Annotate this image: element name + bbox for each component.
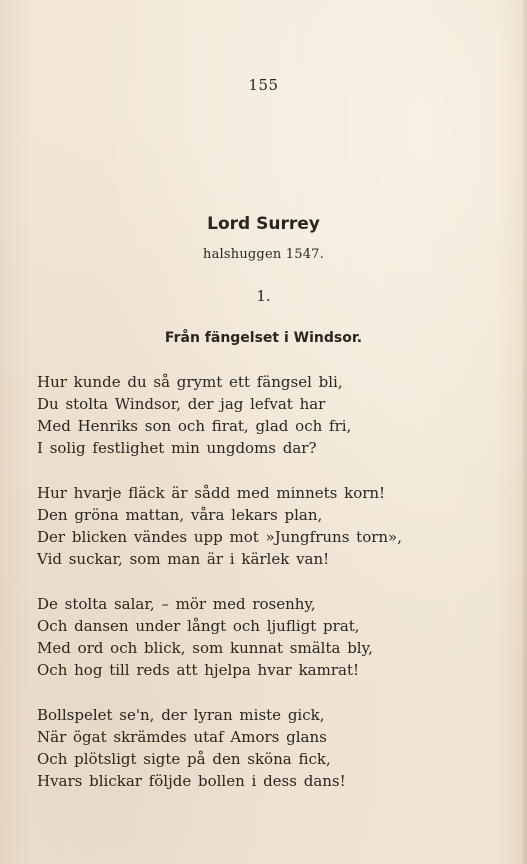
poem-line: Och dansen under långt och ljufligt prat, <box>37 617 360 635</box>
section-title: Från fängelset i Windsor. <box>164 330 363 346</box>
poem-line: Der blicken vändes upp mot »Jungfruns torn», <box>37 528 402 546</box>
poem-line: Och hog till reds att hjelpa hvar kamrat! <box>37 661 359 679</box>
poem-line: Med ord och blick, som kunnat smälta bly, <box>37 639 373 657</box>
poem-line: De stolta salar, – mör med rosenhy, <box>37 595 316 613</box>
poem-line: Bollspelet se'n, der lyran miste gick, <box>37 706 325 724</box>
stanza <box>37 482 497 570</box>
poem-line: Hur hvarje fläck är sådd med minnets korn! <box>37 484 386 502</box>
poem-line: Den gröna mattan, våra lekars plan, <box>37 506 323 524</box>
poem-line: Och plötsligt sigte på den sköna fick, <box>37 750 331 768</box>
poem-subtitle: halshuggen 1547. <box>203 247 324 262</box>
stanza <box>37 593 497 681</box>
stanza <box>37 371 497 459</box>
poem-line: I solig festlighet min ungdoms dar? <box>37 439 317 457</box>
poem-line: Med Henriks son och firat, glad och fri, <box>37 417 352 435</box>
page-number: 155 <box>248 76 279 94</box>
part-number: 1. <box>256 287 271 305</box>
poem-title: Lord Surrey <box>207 214 320 234</box>
stanza <box>37 704 497 792</box>
poem-line: Vid suckar, som man är i kärlek van! <box>37 550 330 568</box>
poem-line: Hvars blickar följde bollen i dess dans! <box>37 772 346 790</box>
poem-line: Du stolta Windsor, der jag lefvat har <box>37 395 326 413</box>
poem-line: Hur kunde du så grymt ett fängsel bli, <box>37 373 343 391</box>
poem-body <box>37 371 497 815</box>
poem-line: När ögat skrämdes utaf Amors glans <box>37 728 327 746</box>
